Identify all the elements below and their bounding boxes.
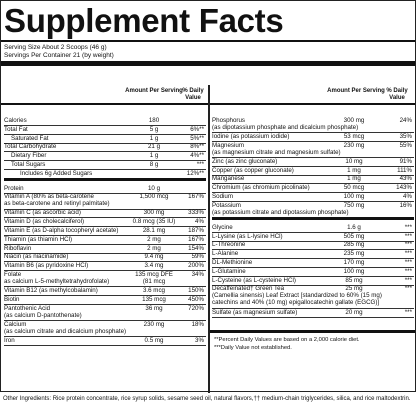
- amount-per-serving: 230 mg: [143, 320, 165, 328]
- nutrient-name: Total Fat: [4, 125, 28, 133]
- nutrient-name: Vitamin B12 (as methylcobalamin): [4, 287, 98, 294]
- amount-per-serving: 8 g: [149, 161, 159, 168]
- row-rule: [4, 178, 206, 181]
- nutrient-name: L-Cysteine (as L-cysteine HCl): [212, 276, 296, 284]
- amount-per-serving: 135 mcg DFE (81 mcg: [135, 271, 173, 285]
- nutrient-row: [4, 271, 206, 287]
- daily-value: 4%: [195, 218, 204, 226]
- nutrient-row: [212, 142, 414, 158]
- nutrient-row: [4, 321, 206, 337]
- daily-value: 4%: [403, 193, 412, 200]
- amount-per-serving: 2 mg: [147, 244, 161, 252]
- amount-per-serving: 5 g: [149, 125, 159, 133]
- daily-value: 167%: [188, 235, 204, 243]
- amount-per-serving: 3.6 mcg: [142, 287, 165, 294]
- amount-per-serving: 1,500 mcg: [139, 193, 169, 201]
- dv-header-right: % Daily Value: [386, 88, 408, 101]
- amount-per-serving: 285 mg: [343, 241, 365, 249]
- amount-per-serving: 21 g: [147, 143, 161, 151]
- nutrient-name: Dietary Fiber: [11, 152, 47, 160]
- amount-per-serving: 10 mg: [345, 157, 363, 165]
- nutrient-name: Riboflavin: [4, 244, 32, 252]
- nutrient-name: Magnesium (as magnesium citrate and magnesium sulfate): [212, 141, 341, 156]
- nutrient-name: Vitamin D (as cholecalciferol): [4, 218, 85, 226]
- daily-value: ***: [404, 241, 412, 249]
- amount-per-serving: 1.6 g: [347, 223, 361, 231]
- nutrient-name: L-Lysine (as L-lysine HCl): [212, 232, 283, 240]
- amount-header-right: Amount Per Serving: [327, 88, 385, 94]
- nutrient-name: Chromium (as chromium picolinate): [212, 184, 310, 192]
- daily-value: 35%: [399, 133, 412, 140]
- amount-per-serving: 1 g: [149, 134, 159, 142]
- amount-per-serving: 9.4 mg: [144, 253, 164, 261]
- nutrient-name: Thiamin (as thiamin HCl): [4, 235, 73, 243]
- nutrient-name: Vitamin B6 (as pyridoxine HCl): [4, 262, 89, 270]
- daily-value: ***: [404, 285, 412, 293]
- amount-per-serving: 20 mg: [345, 308, 363, 316]
- row-rule: [212, 317, 414, 318]
- amount-header-left: Amount Per Serving: [125, 88, 183, 94]
- nutrient-name: Glycine: [212, 223, 233, 231]
- amount-per-serving: 85 mg: [345, 276, 363, 284]
- nutrient-name: Folate as calcium L-5-methyltetrahydrofolate): [4, 271, 110, 285]
- amount-per-serving: 230 mg: [343, 141, 365, 149]
- amount-per-serving: 53 mcg: [343, 133, 365, 140]
- amount-per-serving: 1 g: [149, 152, 159, 160]
- nutrient-name: Vitamin A (80% as beta-carotene as beta-carotene and retinyl palmitate): [4, 193, 110, 208]
- nutrient-name: Manganese: [212, 175, 245, 183]
- nutrient-row: [212, 202, 414, 218]
- daily-value: 450%: [188, 295, 204, 303]
- daily-value: 200%: [188, 262, 204, 270]
- nutrient-name: Includes 6g Added Sugars: [20, 169, 93, 177]
- daily-value: 3%: [195, 336, 204, 344]
- daily-value: 4%**: [190, 152, 204, 160]
- amount-per-serving: 25 mg: [345, 285, 363, 293]
- daily-value: ***: [404, 250, 412, 258]
- daily-value: 111%: [397, 166, 412, 174]
- daily-value: 333%: [188, 209, 204, 217]
- nutrient-row: [4, 305, 206, 321]
- daily-value: 34%: [191, 271, 204, 278]
- daily-value: ***: [404, 267, 412, 275]
- amount-per-serving: 300 mg: [143, 209, 165, 217]
- nutrient-name: Protein: [4, 184, 24, 192]
- daily-value: ***: [196, 161, 204, 168]
- nutrient-name: Potassium (as potassium citrate and dipotassium phosphate): [212, 201, 349, 216]
- nutrient-name: L-Glutamine: [212, 267, 246, 275]
- amount-per-serving: 505 mg: [343, 232, 365, 240]
- row-rule: [212, 217, 414, 220]
- nutrient-name: Copper (as copper gluconate): [212, 166, 294, 174]
- nutrient-name: Total Carbohydrate: [4, 143, 57, 151]
- nutrient-name: Vitamin C (as ascorbic acid): [4, 209, 81, 217]
- footnote-divider: [210, 330, 415, 333]
- nutrient-name: Pantothenic Acid (as calcium D-pantothenate): [4, 304, 82, 319]
- servings-per-container: Servings Per Container 21 (by weight): [4, 52, 114, 59]
- nutrient-name: Calcium (as calcium citrate and dicalcium phosphate): [4, 320, 127, 335]
- daily-value: 167%: [188, 193, 204, 201]
- amount-per-serving: 0.8 mcg (35 IU): [132, 218, 176, 226]
- daily-value: 59%: [191, 253, 204, 261]
- daily-value: 18%: [191, 320, 204, 328]
- amount-per-serving: 180: [148, 117, 160, 124]
- daily-value: 24%: [399, 117, 412, 124]
- nutrient-name: Phosphorus (as dipotassium phosphate and dicalcium phosphate): [212, 117, 359, 131]
- daily-value: ***: [404, 276, 412, 284]
- amount-per-serving: 28.1 mg: [142, 227, 166, 234]
- daily-value: ***: [404, 223, 412, 231]
- footnote-not-established: ***Daily Value not established.: [214, 345, 292, 351]
- nutrient-name: Iodine (as potassium iodide): [212, 133, 290, 140]
- daily-value: ***: [404, 232, 412, 240]
- nutrient-name: Iron: [4, 336, 15, 344]
- daily-value: 6%**: [190, 125, 204, 133]
- amount-per-serving: 36 mg: [145, 304, 163, 312]
- daily-value: ***: [404, 308, 412, 316]
- nutrient-row: [212, 285, 414, 308]
- daily-value: 55%: [399, 141, 412, 149]
- amount-per-serving: 2 mg: [147, 235, 161, 243]
- nutrient-name: Total Sugars: [11, 161, 46, 168]
- nutrient-name: Niacin (as niacinamide): [4, 253, 69, 261]
- row-rule: [4, 345, 206, 346]
- daily-value: 154%: [188, 244, 204, 252]
- daily-value: 187%: [188, 227, 204, 234]
- column-separator: [208, 85, 210, 393]
- nutrient-name: Zinc (as zinc gluconate): [212, 157, 278, 165]
- panel-title: Supplement Facts: [4, 2, 284, 39]
- daily-value: 720%: [188, 304, 204, 312]
- dv-header-left: % Daily Value: [182, 88, 204, 101]
- thick-divider: [1, 61, 415, 66]
- amount-per-serving: 0.5 mg: [144, 336, 164, 344]
- nutrient-row: [212, 117, 414, 133]
- other-ingredients: Other Ingredients: Rice protein concentrate, rice syrup solids, sesame seed oil, natural flavors,†† medium-chain triglycerides, silica, and rice maltodextrin.: [3, 396, 411, 402]
- daily-value: 8%**: [190, 143, 204, 151]
- amount-per-serving: 1 mg: [347, 166, 361, 174]
- daily-value: 16%: [399, 201, 412, 209]
- amount-per-serving: 235 mg: [343, 250, 365, 258]
- nutrient-name: Calories: [4, 117, 27, 124]
- amount-per-serving: 300 mg: [343, 117, 365, 124]
- amount-per-serving: 10 g: [147, 184, 161, 192]
- amount-per-serving: 100 mg: [343, 267, 365, 275]
- daily-value: ***: [404, 259, 412, 266]
- amount-per-serving: 750 mg: [343, 201, 365, 209]
- daily-value: 43%: [399, 175, 412, 183]
- amount-per-serving: 3.4 mg: [144, 262, 164, 270]
- daily-value: 143%: [396, 184, 412, 192]
- daily-value: 150%: [188, 287, 204, 294]
- nutrient-name: DL-Methionine: [212, 259, 253, 266]
- serving-size: Serving Size About 2 Scoops (46 g): [4, 44, 107, 51]
- nutrient-name: L-Threonine: [212, 241, 246, 249]
- amount-per-serving: 135 mcg: [142, 295, 166, 303]
- nutrient-name: Sodium: [212, 193, 233, 200]
- nutrient-name: Sulfate (as magnesium sulfate): [212, 308, 298, 316]
- amount-per-serving: 1 mg: [347, 175, 361, 183]
- nutrient-row: [4, 193, 206, 209]
- daily-value: 12%**: [186, 169, 204, 177]
- nutrient-name: Vitamin E (as D-alpha tocopheryl acetate): [4, 227, 119, 234]
- nutrient-name: Decaffeinated† Green Tea (Camellia sinensis) Leaf Extract [standardized to 60% (15 mg) catechins and 40% (10 mg) epigallocatechin gallate (EGCG)]: [212, 285, 382, 307]
- divider: [1, 40, 415, 42]
- nutrient-name: L-Alanine: [212, 250, 239, 258]
- amount-per-serving: 50 mcg: [343, 184, 365, 192]
- daily-value: 91%: [399, 157, 412, 165]
- footnote-dv: **Percent Daily Values are based on a 2,000 calorie diet.: [214, 337, 360, 343]
- amount-per-serving: 170 mg: [343, 259, 365, 266]
- daily-value: 5%**: [190, 134, 204, 142]
- nutrient-name: Saturated Fat: [11, 134, 49, 142]
- nutrient-name: Biotin: [4, 295, 20, 303]
- amount-per-serving: 100 mg: [343, 193, 365, 200]
